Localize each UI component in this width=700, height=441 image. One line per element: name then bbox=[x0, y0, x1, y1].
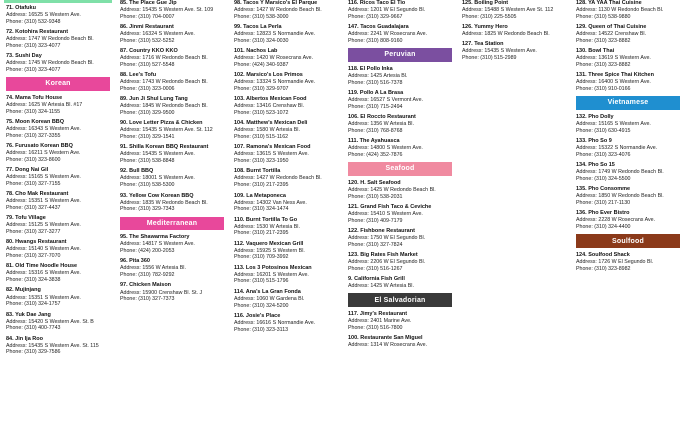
listing-address: Address: 16616 S Normandie Ave. bbox=[234, 319, 316, 326]
listing-address: Address: 2228 W Rosecrans Ave. bbox=[576, 217, 656, 224]
listing-name: 114. Ana's La Gran Fonda bbox=[234, 288, 301, 295]
listing-phone: Phone: (310) 324-3838 bbox=[6, 277, 61, 284]
listing-address: Address: 2206 W El Segundo Bl. bbox=[348, 259, 426, 266]
listing-name: 91. Shilla Korean BBQ Restaurant bbox=[120, 144, 209, 151]
listing-phone: Phone: (310) 324-4400 bbox=[576, 224, 631, 231]
listing-address: Address: 15435 S Western Ave. bbox=[120, 151, 195, 158]
listing-item bbox=[120, 0, 224, 21]
listing-name: 72. Kotohira Restaurant bbox=[6, 29, 69, 36]
listing-item bbox=[234, 0, 338, 21]
listing-phone: Phone: (310) 516-1267 bbox=[348, 265, 403, 272]
listing-item bbox=[234, 241, 338, 262]
listing-phone: Phone: (310) 323-1950 bbox=[234, 158, 289, 165]
listing-item bbox=[234, 265, 338, 286]
listing-item bbox=[6, 119, 110, 140]
listing-address: Address: 13619 S Western Ave. bbox=[576, 55, 651, 62]
listing-name: 110. Burnt Tortilla To Go bbox=[234, 216, 298, 223]
listing-address: Address: 15322 S Normandie Ave. bbox=[576, 145, 658, 152]
column-5 bbox=[460, 0, 568, 65]
listing-name: 134. Pho So 15 bbox=[576, 162, 615, 169]
listing-phone: Phone: (310) 329-7586 bbox=[6, 349, 61, 356]
listing-address: Address: 16400 S Western Ave. bbox=[576, 79, 651, 86]
listing-name: 99. Tacos La Perla bbox=[234, 24, 282, 31]
listing-phone: Phone: (310) 327-7155 bbox=[6, 180, 61, 187]
listing-address: Address: 18001 S Western Ave. bbox=[120, 175, 195, 182]
listing-phone: Phone: (310) 516-7800 bbox=[348, 325, 403, 332]
listing-address: Address: 1750 W El Segundo Bl. bbox=[348, 235, 426, 242]
listing-name: 76. Furusato Korean BBQ bbox=[6, 143, 73, 150]
listing-phone: Phone: (310) 323-0006 bbox=[120, 85, 175, 92]
listing-address: Address: 13615 S Western Ave. bbox=[234, 151, 309, 158]
listing-name: 116. Ricos Taco El Tio bbox=[348, 0, 406, 6]
listing-address: Address: 1356 W Artesia Bl. bbox=[348, 121, 414, 128]
listing-phone: Phone: (310) 329-9707 bbox=[234, 85, 289, 92]
listing-name: 121. Grand Fish Taco & Ceviche bbox=[348, 204, 432, 210]
listing-address: Address: 1749 W Redondo Beach Bl. bbox=[576, 169, 664, 176]
listing-item bbox=[348, 180, 452, 201]
listing-phone: Phone: (310) 808-9160 bbox=[348, 37, 403, 44]
listing-phone: Phone: (310) 630-4915 bbox=[576, 127, 631, 134]
listing-name: 71. Otafuku bbox=[6, 5, 36, 11]
listing-name: 112. Vaquero Mexican Grill bbox=[234, 240, 304, 247]
listing-item bbox=[234, 193, 338, 214]
category-header: Vietnamese bbox=[576, 96, 680, 110]
listing-address: Address: 1743 W Redondo Beach Bl. bbox=[120, 79, 208, 86]
listing-phone: Phone: (310) 704-0007 bbox=[120, 13, 175, 20]
listing-address: Address: 12823 S Normandie Ave. bbox=[234, 31, 316, 38]
column-1 bbox=[4, 0, 112, 360]
listing-address: Address: 15925 S Western Bl. bbox=[234, 247, 305, 254]
listing-address: Address: 1845 W Redondo Beach Bl. bbox=[120, 103, 208, 110]
listing-address: Address: 15125 S Western Ave. bbox=[6, 222, 81, 229]
listing-item bbox=[120, 193, 224, 214]
listing-item bbox=[348, 228, 452, 249]
listing-name: 123. Big Rates Fish Market bbox=[348, 252, 418, 259]
listing-phone: Phone: (310) 323-4076 bbox=[576, 151, 631, 158]
listing-address: Address: 1747 W Redondo Beach Bl. bbox=[6, 36, 94, 43]
listing-phone: Phone: (310) 217-2395 bbox=[234, 182, 289, 189]
listing-address: Address: 15165 S Western Ave. bbox=[6, 174, 81, 181]
listing-name: 125. Boiling Point bbox=[462, 0, 509, 6]
listing-item bbox=[348, 24, 452, 45]
column-6 bbox=[574, 0, 682, 276]
listing-phone: Phone: (310) 217-2395 bbox=[234, 230, 289, 237]
listing-address: Address: 15140 S Western Ave. bbox=[6, 246, 81, 253]
listing-phone: Phone: (310) 323-8982 bbox=[576, 265, 631, 272]
listing-address: Address: 16211 S Western Ave. bbox=[6, 150, 81, 157]
listing-name: 127. Tea Station bbox=[462, 41, 504, 48]
listing-address: Address: 16527 S Vermont Ave. bbox=[348, 97, 423, 103]
listing-phone: Phone: (310) 327-3355 bbox=[6, 132, 61, 139]
listing-item bbox=[6, 5, 110, 26]
listing-name: 85. The Place Gue Jip bbox=[120, 0, 177, 6]
listing-item bbox=[234, 168, 338, 189]
listing-phone: Phone: (310) 327-3277 bbox=[6, 229, 61, 236]
listing-name: 101. Nachos Lab bbox=[234, 48, 278, 55]
column-2 bbox=[118, 0, 226, 307]
listing-address: Address: 1425 W Artesia Bl. bbox=[348, 283, 414, 290]
listing-item bbox=[348, 138, 452, 159]
category-header: Peruvian bbox=[348, 48, 452, 62]
listing-address: Address: 1425 Artesia Bl. bbox=[348, 72, 408, 79]
listing-address: Address: 1427 W Redondo Beach Bl. bbox=[234, 7, 322, 14]
listing-item bbox=[576, 186, 680, 207]
listing-name: 124. Soulfood Shack bbox=[576, 252, 630, 259]
listing-address: Address: 15488 S Western Ave St. 112 bbox=[462, 7, 554, 14]
listing-phone: Phone: (310) 532-9348 bbox=[6, 18, 61, 25]
listing-address: Address: 1726 W El Segundo Bl. bbox=[576, 259, 654, 266]
listing-phone: Phone: (310) 327-4437 bbox=[6, 205, 61, 212]
listing-name: 9. California Fish Grill bbox=[348, 276, 405, 283]
listing-item bbox=[576, 252, 680, 273]
listing-address: Address: 15435 S Western Ave. bbox=[462, 48, 537, 55]
listing-address: Address: 1825 W Redondo Beach Bl. bbox=[462, 31, 550, 38]
listing-name: 120. H. Salt Seafood bbox=[348, 179, 401, 186]
listing-item bbox=[234, 313, 338, 334]
listing-item bbox=[120, 234, 224, 255]
listing-address: Address: 14800 S Western Ave. bbox=[348, 145, 423, 152]
listing-name: 81. Old Time Noodle House bbox=[6, 263, 78, 270]
listing-name: 100. Restaurante San Miguel bbox=[348, 335, 423, 342]
listing-item bbox=[120, 144, 224, 165]
listing-name: 93. Yellow Cow Korean BBQ bbox=[120, 192, 194, 199]
listing-phone: Phone: (310) 516-7378 bbox=[348, 79, 403, 86]
listing-item bbox=[120, 24, 224, 45]
listing-name: 116. Josie's Place bbox=[234, 312, 281, 319]
listing-item bbox=[120, 96, 224, 117]
listing-phone: Phone: (310) 324-1474 bbox=[234, 206, 289, 213]
listing-address: Address: 15435 S Western Ave. St. 112 bbox=[120, 127, 213, 134]
listing-phone: Phone: (310) 538-8848 bbox=[120, 158, 175, 165]
listing-name: 78. Cho Mak Restaurant bbox=[6, 191, 69, 198]
category-header: Mediterranean bbox=[120, 217, 224, 231]
listing-name: 98. Tacos Y Marsico's El Parque bbox=[234, 0, 318, 6]
listing-item bbox=[6, 143, 110, 164]
listing-phone: Phone: (310) 910-0166 bbox=[576, 85, 631, 92]
listing-item bbox=[348, 252, 452, 273]
listing-phone: Phone: (310) 327-7373 bbox=[120, 296, 175, 303]
listing-address: Address: 16525 S Western Ave. bbox=[6, 12, 81, 19]
listing-address: Address: 15435 S Western Ave. St. 115 bbox=[6, 342, 99, 349]
listing-phone: Phone: (310) 532-5252 bbox=[120, 37, 175, 44]
listing-item bbox=[234, 96, 338, 117]
listing-address: Address: 14817 S Western Ave. bbox=[120, 241, 195, 248]
listing-item bbox=[6, 29, 110, 50]
listing-name: 89. Jun Ji Shul Lung Tang bbox=[120, 96, 188, 103]
listing-item bbox=[120, 168, 224, 189]
listing-name: 147. Tacos Guadalajara bbox=[348, 24, 409, 31]
listing-phone: Phone: (310) 324-5200 bbox=[234, 302, 289, 309]
listing-item bbox=[576, 0, 680, 21]
listing-phone: Phone: (310) 768-8768 bbox=[348, 127, 403, 134]
listing-item bbox=[348, 276, 452, 290]
listing-name: 108. Burnt Tortilla bbox=[234, 168, 281, 175]
listing-phone: Phone: (310) 527-5548 bbox=[120, 61, 175, 68]
listing-phone: Phone: (310) 323-4077 bbox=[6, 66, 61, 73]
listing-address: Address: 1530 W Artesia Bl. bbox=[234, 223, 300, 230]
listing-address: Address: 1425 W Redondo Beach Bl. bbox=[348, 186, 436, 193]
listing-name: 136. Pho Ever Bistro bbox=[576, 210, 630, 217]
listing-name: 103. Albertos Mexican Food bbox=[234, 96, 307, 103]
listing-phone: Phone: (310) 715-2494 bbox=[348, 103, 403, 110]
listing-name: 130. Bowl Thai bbox=[576, 48, 615, 55]
listing-phone: Phone: (310) 538-5300 bbox=[120, 182, 175, 189]
listing-phone: Phone: (310) 323-8600 bbox=[6, 156, 61, 163]
listing-address: Address: 1427 W Redondo Beach Bl. bbox=[234, 175, 322, 182]
column-3 bbox=[232, 0, 340, 337]
listing-name: 82. Mujinjang bbox=[6, 287, 41, 294]
listing-address: Address: 1060 W Gardena Bl. bbox=[234, 295, 305, 302]
listing-name: 92. Bull BBQ bbox=[120, 168, 154, 175]
listing-address: Address: 1745 W Redondo Beach Bl. bbox=[6, 60, 94, 67]
listing-name: 107. Ramona's Mexican Food bbox=[234, 144, 311, 151]
listing-item bbox=[234, 289, 338, 310]
listing-item bbox=[348, 114, 452, 135]
listing-address: Address: 15420 S Western Ave. St. B bbox=[6, 318, 94, 325]
category-header: El Salvadorian bbox=[348, 293, 452, 307]
listing-phone: Phone: (310) 323-8882 bbox=[576, 37, 631, 44]
listing-phone: Phone: (310) 225-5505 bbox=[462, 13, 517, 20]
listing-name: 74. Mama Tofu House bbox=[6, 94, 63, 101]
listing-item bbox=[120, 72, 224, 93]
listing-name: 119. Pollo A La Brasa bbox=[348, 89, 404, 96]
listing-item bbox=[6, 336, 110, 357]
listing-item bbox=[6, 53, 110, 74]
listing-address: Address: 1556 W Artesia Bl. bbox=[120, 265, 186, 272]
listing-item bbox=[120, 120, 224, 141]
listing-name: 135. Pho Consomme bbox=[576, 186, 631, 193]
listing-name: 90. Love Letter Pizza & Chicken bbox=[120, 120, 203, 127]
listing-item bbox=[576, 138, 680, 159]
listing-phone: Phone: (310) 324-5500 bbox=[576, 175, 631, 182]
listing-phone: Phone: (310) 327-7070 bbox=[6, 253, 61, 260]
listing-item bbox=[6, 95, 110, 116]
listing-address: Address: 1580 W Artesia Bl. bbox=[234, 127, 300, 134]
listing-name: 133. Pho So 9 bbox=[576, 138, 612, 145]
listing-item bbox=[234, 48, 338, 69]
listing-name: 86. Jinmi Restaurant bbox=[120, 24, 174, 31]
listing-phone: Phone: (310) 329-9667 bbox=[348, 13, 403, 20]
listing-phone: Phone: (310) 323-4077 bbox=[6, 42, 61, 49]
listing-item bbox=[6, 239, 110, 260]
listing-phone: Phone: (310) 324-0030 bbox=[234, 37, 289, 44]
listing-name: 83. Yuk Dae Jang bbox=[6, 311, 51, 318]
listing-phone: Phone: (310) 709-3992 bbox=[234, 254, 289, 261]
listing-name: 129. Queen of Thai Cuisine bbox=[576, 24, 647, 31]
listing-phone: Phone: (310) 329-9500 bbox=[120, 110, 175, 117]
listing-address: Address: 14522 Crenshaw Bl. bbox=[576, 31, 647, 38]
category-header: Korean bbox=[6, 77, 110, 91]
listing-phone: Phone: (310) 538-9880 bbox=[576, 13, 631, 20]
listing-name: 88. Lee's Tofu bbox=[120, 72, 157, 79]
listing-address: Address: 15165 S Western Ave. bbox=[576, 121, 651, 128]
listing-address: Address: 2241 W Rosecrans Ave. bbox=[348, 31, 428, 38]
listing-name: 126. Yummy Hero bbox=[462, 24, 508, 31]
listing-name: 128. YA YAA Thai Cuisine bbox=[576, 0, 642, 6]
listing-address: Address: 13324 S Normandie Ave. bbox=[234, 79, 316, 86]
listing-item bbox=[234, 120, 338, 141]
listing-item bbox=[576, 48, 680, 69]
listing-address: Address: 1835 W Redondo Beach Bl. bbox=[120, 199, 208, 206]
listing-address: Address: 16343 S Western Ave. bbox=[6, 126, 81, 133]
listing-address: Address: 1314 W Rosecrans Ave. bbox=[348, 342, 428, 349]
listing-phone: Phone: (310) 327-7824 bbox=[348, 241, 403, 248]
listing-address: Address: 15410 S Western Ave. bbox=[348, 211, 423, 218]
listing-item bbox=[462, 24, 566, 38]
category-header: Soulfood bbox=[576, 234, 680, 248]
listing-address: Address: 16324 S Western Ave. bbox=[120, 31, 195, 38]
listing-address: Address: 1716 W Redondo Beach Bl. bbox=[120, 55, 208, 62]
listing-item bbox=[234, 217, 338, 238]
listing-address: Address: 15435 S Western Ave. St. 109 bbox=[120, 7, 214, 14]
listing-item bbox=[348, 204, 452, 225]
listing-item bbox=[234, 24, 338, 45]
listing-item bbox=[6, 263, 110, 284]
listing-address: Address: 13416 Crenshaw Bl. bbox=[234, 103, 305, 110]
listing-name: 113. Los 3 Potosinos Mexican bbox=[234, 264, 312, 271]
listing-name: 84. Jin Ija Roo bbox=[6, 335, 43, 342]
listing-name: 104. Matthew's Mexican Deli bbox=[234, 120, 308, 127]
listing-address: Address: 15316 S Western Ave. bbox=[6, 270, 81, 277]
listing-name: 109. La Metaponeca bbox=[234, 192, 286, 199]
decorative-top-bar bbox=[4, 0, 112, 3]
listing-address: Address: 14302 Van Ness Ave. bbox=[234, 199, 307, 206]
listing-name: 96. Pita 360 bbox=[120, 258, 150, 265]
listing-address: Address: 2401 Marine Ave. bbox=[348, 318, 412, 325]
listing-phone: Phone: (310) 523-1072 bbox=[234, 110, 289, 117]
listing-item bbox=[234, 72, 338, 93]
listing-address: Address: 1625 W Artesia Bl. #17 bbox=[6, 102, 83, 108]
listing-name: 95. The Shawarma Factory bbox=[120, 234, 190, 241]
listing-phone: Phone: (310) 329-1541 bbox=[120, 134, 175, 141]
column-4 bbox=[346, 0, 454, 353]
listing-item bbox=[576, 24, 680, 45]
listing-item bbox=[6, 191, 110, 212]
listing-phone: Phone: (424) 340-9387 bbox=[234, 61, 289, 68]
listing-name: 77. Dong Nai Gil bbox=[6, 167, 49, 174]
listing-item bbox=[6, 287, 110, 308]
listing-name: 132. Pho Dolly bbox=[576, 114, 614, 121]
listing-name: 79. Tofu Village bbox=[6, 215, 46, 222]
listing-address: Address: 15900 Crenshaw Bl. St. J bbox=[120, 289, 203, 296]
listing-phone: Phone: (310) 538-2031 bbox=[348, 193, 403, 200]
listing-phone: Phone: (310) 324-1757 bbox=[6, 301, 61, 308]
listing-phone: Phone: (310) 515-1162 bbox=[234, 134, 289, 141]
listing-address: Address: 15351 S Western Ave. bbox=[6, 198, 81, 205]
listing-item bbox=[348, 66, 452, 87]
listing-name: 73. Sushi Day bbox=[6, 53, 42, 60]
listing-item bbox=[6, 312, 110, 333]
listing-address: Address: 16201 S Western Ave. bbox=[234, 271, 309, 278]
listing-item bbox=[6, 215, 110, 236]
listing-item bbox=[6, 167, 110, 188]
listing-phone: Phone: (310) 409-7179 bbox=[348, 217, 403, 224]
listing-phone: Phone: (310) 538-3000 bbox=[234, 13, 289, 20]
listing-name: 106. El Roccto Restaurant bbox=[348, 114, 416, 121]
listing-item bbox=[348, 0, 452, 21]
listing-phone: Phone: (310) 515-2989 bbox=[462, 55, 517, 62]
listing-item bbox=[120, 282, 224, 303]
listing-item bbox=[576, 114, 680, 135]
listing-item bbox=[120, 48, 224, 69]
listing-name: 97. Chicken Maison bbox=[120, 282, 172, 289]
category-header: Seafood bbox=[348, 162, 452, 176]
listing-name: 80. Hwangs Restaurant bbox=[6, 239, 67, 246]
listing-address: Address: 1130 W Redondo Beach Bl. bbox=[576, 7, 664, 14]
listing-phone: Phone: (310) 400-7743 bbox=[6, 325, 61, 332]
listing-item bbox=[576, 210, 680, 231]
listing-name: 117. Jimy's Restaurant bbox=[348, 311, 408, 318]
listing-phone: Phone: (310) 782-9292 bbox=[120, 272, 175, 279]
listing-item bbox=[234, 144, 338, 165]
listing-item bbox=[348, 90, 452, 111]
listing-phone: Phone: (310) 323-8882 bbox=[576, 61, 631, 68]
listing-phone: Phone: (310) 217-1130 bbox=[576, 200, 631, 207]
listing-name: 131. Three Spice Thai Kitchen bbox=[576, 72, 654, 79]
listing-item bbox=[576, 72, 680, 93]
listing-address: Address: 1201 W El Segundo Bl. bbox=[348, 7, 426, 14]
listing-item bbox=[348, 311, 452, 332]
listing-address: Address: 15351 S Western Ave. bbox=[6, 294, 81, 301]
listing-phone: Phone: (424) 352-7876 bbox=[348, 151, 403, 158]
listing-address: Address: 1420 W Rosecrans Ave. bbox=[234, 55, 314, 62]
listing-phone: Phone: (310) 324-1155 bbox=[6, 108, 61, 115]
listing-phone: Phone: (424) 200-2053 bbox=[120, 248, 175, 255]
listing-phone: Phone: (310) 515-1796 bbox=[234, 278, 289, 285]
listing-name: 111. The Ayahuasca bbox=[348, 138, 400, 145]
listing-name: 87. Country KKO KKO bbox=[120, 48, 178, 55]
listing-item bbox=[576, 162, 680, 183]
listing-item bbox=[120, 258, 224, 279]
listing-name: 118. El Pollo Inka bbox=[348, 65, 393, 72]
listing-phone: Phone: (310) 323-3113 bbox=[234, 326, 289, 333]
listing-address: Address: 1850 W Redondo Beach Bl. bbox=[576, 193, 664, 200]
listing-item bbox=[348, 335, 452, 349]
listing-item bbox=[462, 41, 566, 62]
listing-name: 102. Marsico's Los Primos bbox=[234, 72, 303, 79]
listing-name: 75. Moon Korean BBQ bbox=[6, 119, 65, 126]
listing-phone: Phone: (310) 329-7343 bbox=[120, 206, 175, 213]
listing-name: 122. Fishbone Restaurant bbox=[348, 228, 415, 235]
listing-item bbox=[462, 0, 566, 21]
